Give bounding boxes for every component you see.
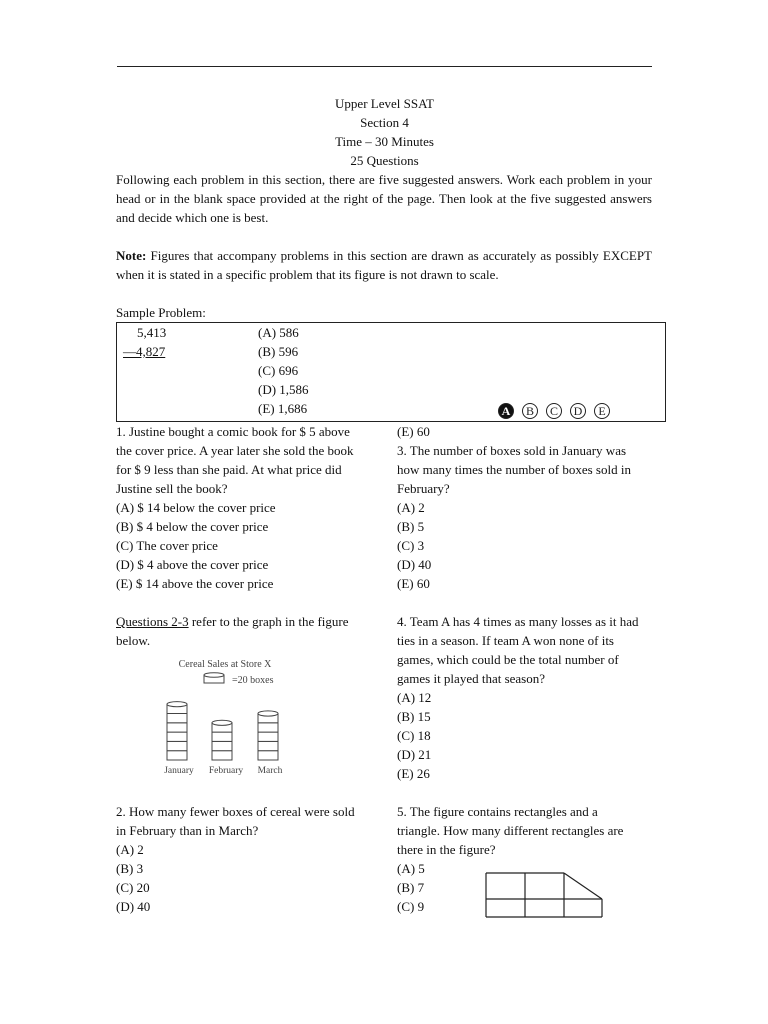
q3-choice: (B) 5 (397, 519, 425, 534)
q5-stem-line: triangle. How many different rectangles are (397, 823, 624, 838)
box-unit (258, 732, 278, 741)
answer-bubbles (498, 403, 610, 419)
q4-stem-line: ties in a season. If team A won none of its (397, 633, 614, 648)
box-unit (258, 723, 278, 732)
q2-stem-line: 2. How many fewer boxes of cereal were sold (116, 804, 355, 819)
q1-stem-line: for $ 9 less than she paid. At what price did (116, 462, 342, 477)
q2-stem-line: in February than in March? (116, 823, 259, 838)
q5-stem-line: 5. The figure contains rectangles and a (397, 804, 598, 819)
q4-choice: (E) 26 (397, 766, 430, 781)
figure-line (564, 873, 602, 899)
q1-choice: (B) $ 4 below the cover price (116, 519, 269, 534)
box-unit (212, 732, 232, 741)
question-2-3-continued (397, 422, 652, 593)
q4-stem-line: games, which could be the total number of (397, 652, 619, 667)
q5-choice: (A) 5 (397, 861, 425, 876)
sample-bottom-number: —4,827 (123, 344, 166, 359)
questions-2-3-link: Questions 2-3 (116, 614, 189, 629)
exam-title: Upper Level SSAT (335, 96, 434, 111)
q4-choice: (D) 21 (397, 747, 432, 762)
stack-march (258, 711, 278, 760)
rectangles-figure (484, 871, 606, 921)
question-4 (397, 612, 652, 783)
q4-stem-line: 4. Team A has 4 times as many losses as it had (397, 614, 639, 629)
note-label: Note: (116, 248, 147, 263)
box-unit (167, 723, 187, 732)
graph-intro-text-2: below. (116, 633, 151, 648)
q1-choice: (A) $ 14 below the cover price (116, 500, 276, 515)
sample-choice: (D) 1,586 (258, 382, 309, 397)
tick-label-march: March (257, 766, 283, 776)
box-unit (167, 732, 187, 741)
stack-february (212, 720, 232, 760)
sample-choices (258, 323, 309, 418)
box-unit (167, 751, 187, 760)
q1-stem-line: Justine sell the book? (116, 481, 228, 496)
q4-choice: (C) 18 (397, 728, 431, 743)
q3-choice: (D) 40 (397, 557, 432, 572)
sample-choice: (C) 696 (258, 363, 299, 378)
sample-choice: (B) 596 (258, 344, 299, 359)
q3-choice: (E) 60 (397, 576, 430, 591)
note-text: Figures that accompany problems in this section are drawn as accurately as possibly EXCEPT when it is stated in a specific problem that its figure is not drawn to scale. (116, 248, 652, 282)
graph-intro (116, 612, 371, 650)
q1-choice: (D) $ 4 above the cover price (116, 557, 269, 572)
q2-choice: (C) 20 (116, 880, 150, 895)
q5-stem-line: there in the figure? (397, 842, 496, 857)
q5-choice: (C) 9 (397, 899, 425, 914)
note-paragraph (116, 246, 652, 284)
answer-bubble-a: A (498, 403, 514, 419)
q3-choice: (A) 2 (397, 500, 425, 515)
box-unit (167, 714, 187, 723)
question-count: 25 Questions (350, 153, 419, 168)
section-header (117, 94, 652, 170)
instructions: Following each problem in this section, there are five suggested answers. Work each problem in your head or in the blank space provided at the right of the page. Then look at the five suggested answers and decide which one is best. (116, 172, 652, 225)
stack-cap (258, 711, 278, 716)
stack-cap (212, 720, 232, 725)
chart-stacks (167, 702, 278, 760)
q2-last-choice: (E) 60 (397, 424, 430, 439)
question-2 (116, 802, 371, 916)
answer-bubble-b: B (522, 403, 538, 419)
graph-intro-text: refer to the graph in the figure (188, 614, 349, 629)
sample-top-number: 5,413 (137, 325, 167, 340)
box-unit (258, 741, 278, 750)
sample-choice: (E) 1,686 (258, 401, 308, 416)
q1-choice: (C) The cover price (116, 538, 218, 553)
answer-bubble-d: D (570, 403, 586, 419)
sample-problem-box (116, 322, 666, 422)
sample-choice: (A) 586 (258, 325, 299, 340)
q3-stem-line: February? (397, 481, 450, 496)
q3-stem-line: 3. The number of boxes sold in January was (397, 443, 627, 458)
box-unit (258, 751, 278, 760)
box-unit (212, 751, 232, 760)
q5-choice: (B) 7 (397, 880, 425, 895)
q4-stem-line: games it played that season? (397, 671, 546, 686)
time-limit: Time – 30 Minutes (335, 134, 434, 149)
answer-bubble-c: C (546, 403, 562, 419)
q4-choice: (A) 12 (397, 690, 432, 705)
q1-stem-line: the cover price. A year later she sold the book (116, 443, 354, 458)
legend-box-icon (204, 673, 224, 683)
q1-choice: (E) $ 14 above the cover price (116, 576, 274, 591)
q2-choice: (D) 40 (116, 899, 151, 914)
sample-label: Sample Problem: (116, 305, 206, 320)
tick-label-february: February (208, 766, 244, 776)
q4-choice: (B) 15 (397, 709, 431, 724)
question-1 (116, 422, 371, 593)
box-unit (212, 741, 232, 750)
tick-label-january: January (164, 766, 194, 776)
stack-january (167, 702, 187, 760)
box-unit (167, 741, 187, 750)
q3-choice: (C) 3 (397, 538, 425, 553)
cereal-sales-chart (150, 652, 310, 782)
q3-stem-line: how many times the number of boxes sold in (397, 462, 631, 477)
stack-cap (167, 702, 187, 707)
section-number: Section 4 (360, 115, 409, 130)
q2-choice: (A) 2 (116, 842, 144, 857)
q2-choice: (B) 3 (116, 861, 144, 876)
chart-title: Cereal Sales at Store X (178, 659, 272, 670)
q1-stem-line: 1. Justine bought a comic book for $ 5 above (116, 424, 350, 439)
top-rule (117, 66, 652, 67)
legend-label: =20 boxes (232, 675, 274, 686)
answer-bubble-e: E (594, 403, 610, 419)
